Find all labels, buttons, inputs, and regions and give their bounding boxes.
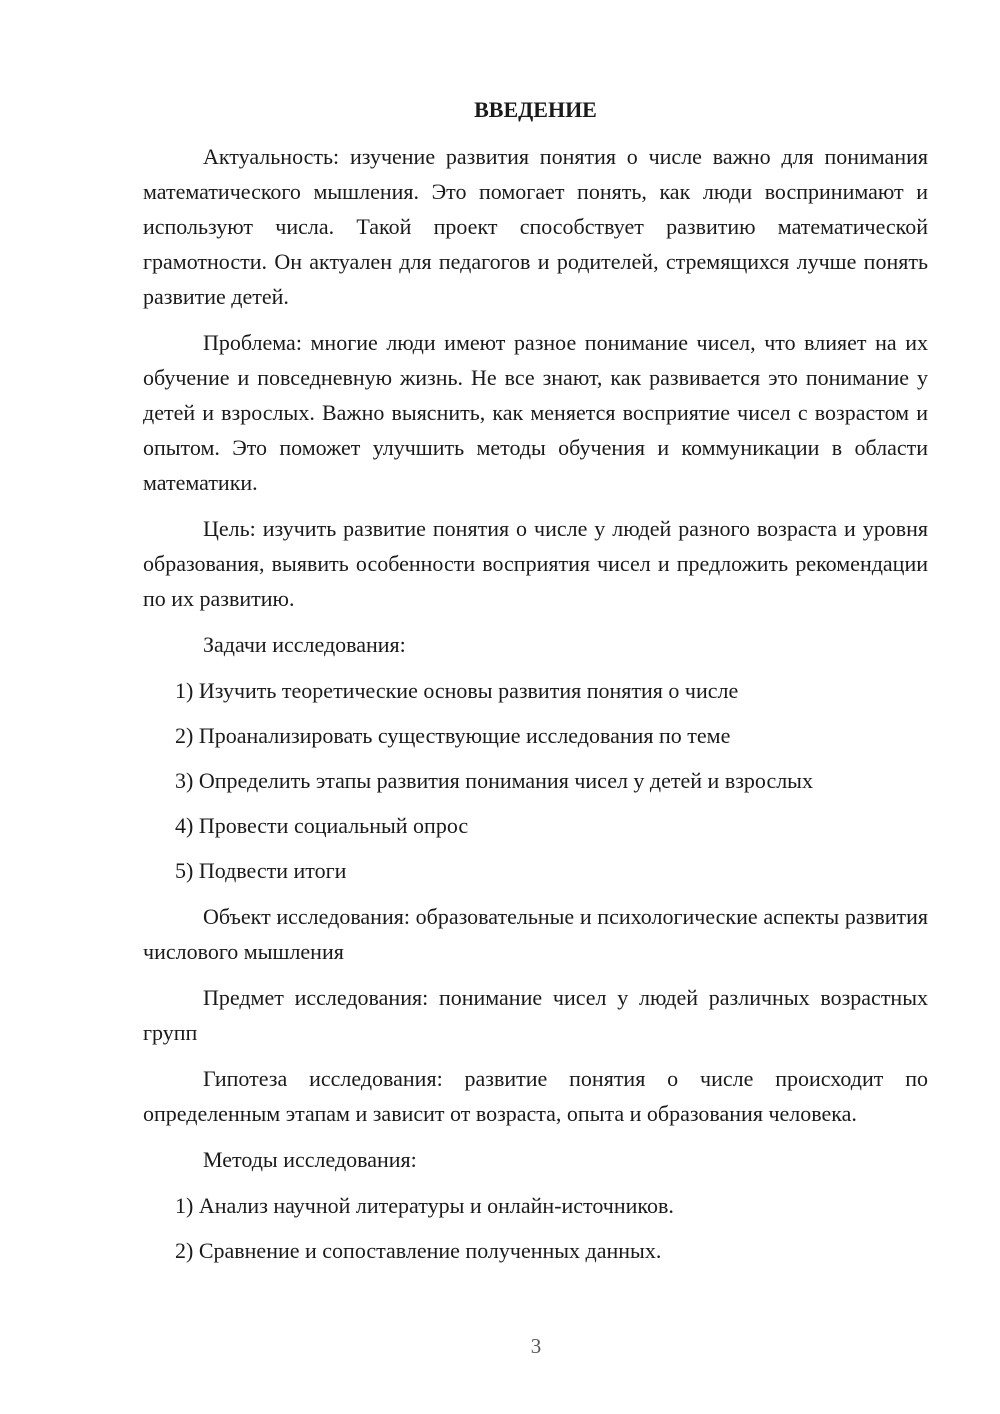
section-title: ВВЕДЕНИЕ — [474, 97, 597, 122]
object-paragraph: Объект исследования: образовательные и психологические аспекты развития числового мышления — [143, 904, 928, 964]
goal-paragraph: Цель: изучить развитие понятия о числе у людей разного возраста и уровня образования, выявить особенности восприятия чисел и предложить рекомендации по их развитию. — [143, 516, 928, 611]
problem-paragraph: Проблема: многие люди имеют разное понимание чисел, что влияет на их обучение и повседневную жизнь. Не все знают, как развивается это понимание у детей и взрослых. Важно выяснить, как меняется восприятие чисел с возрастом и опытом. Это поможет улучшить методы обучения и коммуникации в области математики. — [143, 330, 928, 495]
tasks-list — [143, 673, 928, 888]
document-page — [143, 92, 928, 1279]
methods-heading: Методы исследования: — [203, 1147, 417, 1172]
method-item: 1) Анализ научной литературы и онлайн-источников. — [175, 1193, 674, 1218]
task-item: 3) Определить этапы развития понимания чисел у детей и взрослых — [175, 768, 813, 793]
task-item: 4) Провести социальный опрос — [175, 813, 469, 838]
hypothesis-paragraph: Гипотеза исследования: развитие понятия о числе происходит по определенным этапам и зависит от возраста, опыта и образования человека. — [143, 1066, 928, 1126]
page-number: 3 — [530, 1334, 542, 1358]
task-item: 2) Проанализировать существующие исследования по теме — [175, 723, 731, 748]
tasks-heading: Задачи исследования: — [203, 632, 406, 657]
method-item: 2) Сравнение и сопоставление полученных данных. — [175, 1238, 662, 1263]
relevance-paragraph: Актуальность: изучение развития понятия о числе важно для понимания математического мышления. Это помогает понять, как люди воспринимают и используют числа. Такой проект способствует развитию математической грамотности. Он актуален для педагогов и родителей, стремящихся лучше понять развитие детей. — [143, 144, 928, 309]
subject-paragraph: Предмет исследования: понимание чисел у людей различных возрастных групп — [143, 985, 928, 1045]
task-item: 5) Подвести итоги — [175, 858, 347, 883]
methods-list — [143, 1188, 928, 1268]
task-item: 1) Изучить теоретические основы развития понятия о числе — [175, 678, 739, 703]
